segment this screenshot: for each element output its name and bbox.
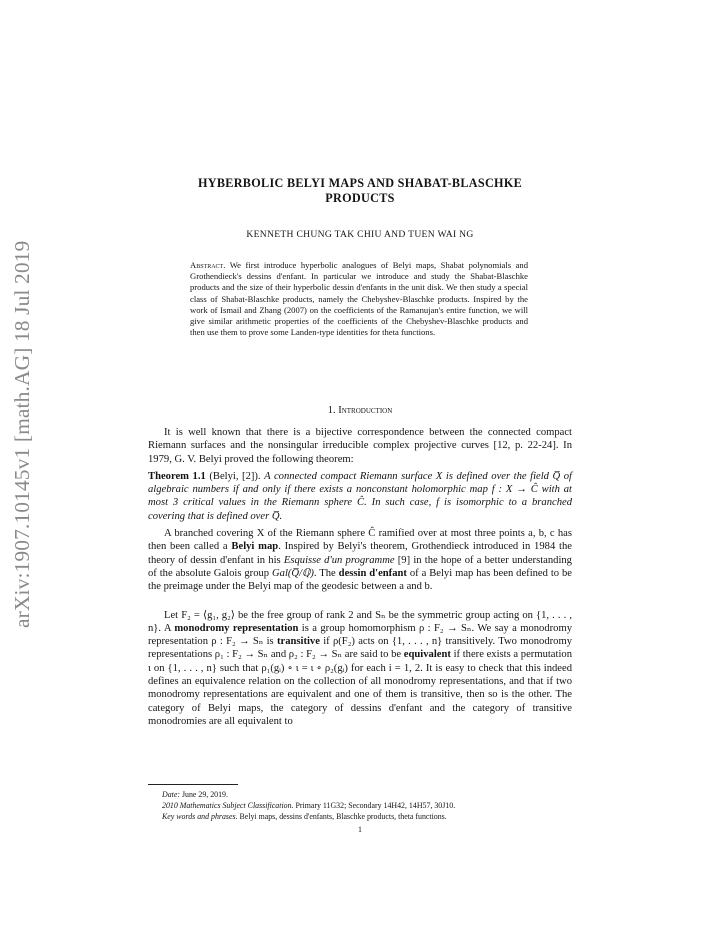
para2-text-c: [9] in the hope of a better understanding of the absolute Galois group <box>148 554 572 579</box>
theorem-label: Theorem 1.1 <box>148 470 206 482</box>
footnotes <box>148 789 572 822</box>
keywords-label: Key words and phrases. <box>162 812 238 821</box>
abstract-text: We first introduce hyperbolic analogues of Belyi maps, Shabat polynomials and Grothendieck's dessins d'enfant. In particular we introduce and study the Shabat-Blaschke products and the size of their hyperbolic dessin d'enfants in the unit disk. We then study a special class of Shabat-Blaschke products, namely the Chebyshev-Blaschke products. Inspired by the work of Ismail and Zhang (2007) on the coefficients of the Ramanujan's entire function, we will give similar arithmetic properties of the coefficients of the Chebyshev-Blaschke products and then use them to prove some Landen-type identities for theta functions. <box>190 260 528 338</box>
term-transitive: transitive <box>276 636 320 648</box>
paper-title <box>148 176 572 206</box>
footnote-keywords <box>148 811 572 822</box>
para2-text-d: . The <box>313 567 336 579</box>
term-belyi-map: Belyi map <box>231 541 279 553</box>
title-line-1: HYBERBOLIC BELYI MAPS AND SHABAT-BLASCHKE <box>197 176 523 190</box>
paragraph-belyi <box>148 527 572 593</box>
keywords-value: Belyi maps, dessins d'enfants, Blaschke products, theta functions. <box>239 812 447 821</box>
intro-paragraph: It is well known that there is a bijective correspondence between the connected compact Riemann surfaces and the nonsingular irreducible complex projective curves [12, p. 22-24]. In 1979, G. V. Belyi proved the following theorem: <box>148 427 572 465</box>
galois-group: Gal(Q̅/ℚ) <box>272 567 314 579</box>
arxiv-stamp: arXiv:1907.10145v1 [math.AG] 18 Jul 2019 <box>10 240 34 628</box>
section-heading: 1. Introduction <box>327 405 393 416</box>
msc-label: 2010 Mathematics Subject Classification. <box>162 801 294 810</box>
para2-text-a: A branched covering X of the Riemann sphere Ĉ ramified over at most three points a, b, c has then been called a <box>148 528 572 553</box>
para2-text-e: of a Belyi map has been defined to be the preimage under the Belyi map of the geodesic between a and b. <box>148 567 572 593</box>
theorem-text: A connected compact Riemann surface X is defined over the field Q̅ of algebraic numbers if and only if there exists a nonconstant holomorphic map f : X → Ĉ with at most 3 critical values in the Riemann sphere Ĉ. In such case, f is isomorphic to a branched covering that is defined over Q̅. <box>148 470 572 522</box>
paragraph-monodromy <box>148 609 572 729</box>
para3-text-d: if there exists a permutation ι on {1, . . . , n} such that ρ₁(gᵢ) ∘ ι = ι ∘ ρ₂(gᵢ) for each i = 1, 2. It is easy to check that this indeed defines an equivalence relation on the collection of all monodromy representations, and that if two monodromy representations are equivalent and one of them is transitive, then so is the other. The category of Belyi maps, the category of dessins d'enfant and the category of transitive monodromies are all equivalent to <box>148 649 572 727</box>
msc-value: Primary 11G32; Secondary 14H42, 14H57, 30J10. <box>295 801 456 810</box>
term-monodromy: monodromy representation <box>174 622 299 634</box>
page-number: 1 <box>358 825 362 834</box>
para2-text-b: . Inspired by Belyi's theorem, Grothendieck introduced in 1984 the theory of dessin d'enfant in his <box>148 541 572 566</box>
footnote-date <box>148 789 572 800</box>
theorem-block <box>148 470 572 523</box>
footnote-msc <box>148 800 572 811</box>
date-label: Date: <box>162 790 180 799</box>
title-line-2: PRODUCTS <box>325 191 395 205</box>
term-equivalent: equivalent <box>403 649 451 661</box>
abstract <box>190 260 528 338</box>
abstract-label: Abstract. <box>190 260 226 270</box>
footnote-rule <box>148 784 238 785</box>
para3-text-a: Let F₂ = ⟨g₁, g₂⟩ be the free group of rank 2 and Sₙ be the symmetric group acting on {1, . . . , n}. A <box>148 609 572 634</box>
para3-text-c: if ρ(F₂) acts on {1, . . . , n} transitively. Two monodromy representations ρ₁ : F₂ → Sₙ and ρ₂ : F₂ → Sₙ are said to be <box>148 636 573 661</box>
theorem-cite: (Belyi, [2]). <box>209 470 261 482</box>
term-dessin: dessin d'enfant <box>338 567 407 579</box>
authors: KENNETH CHUNG TAK CHIU AND TUEN WAI NG <box>246 229 474 240</box>
date-value: June 29, 2019. <box>181 790 228 799</box>
esquisse-title: Esquisse d'un programme <box>283 554 395 566</box>
body-text <box>148 426 572 728</box>
para3-text-b: is a group homomorphism ρ : F₂ → Sₙ. We say a monodromy representation ρ : F₂ → Sₙ is <box>148 622 572 648</box>
